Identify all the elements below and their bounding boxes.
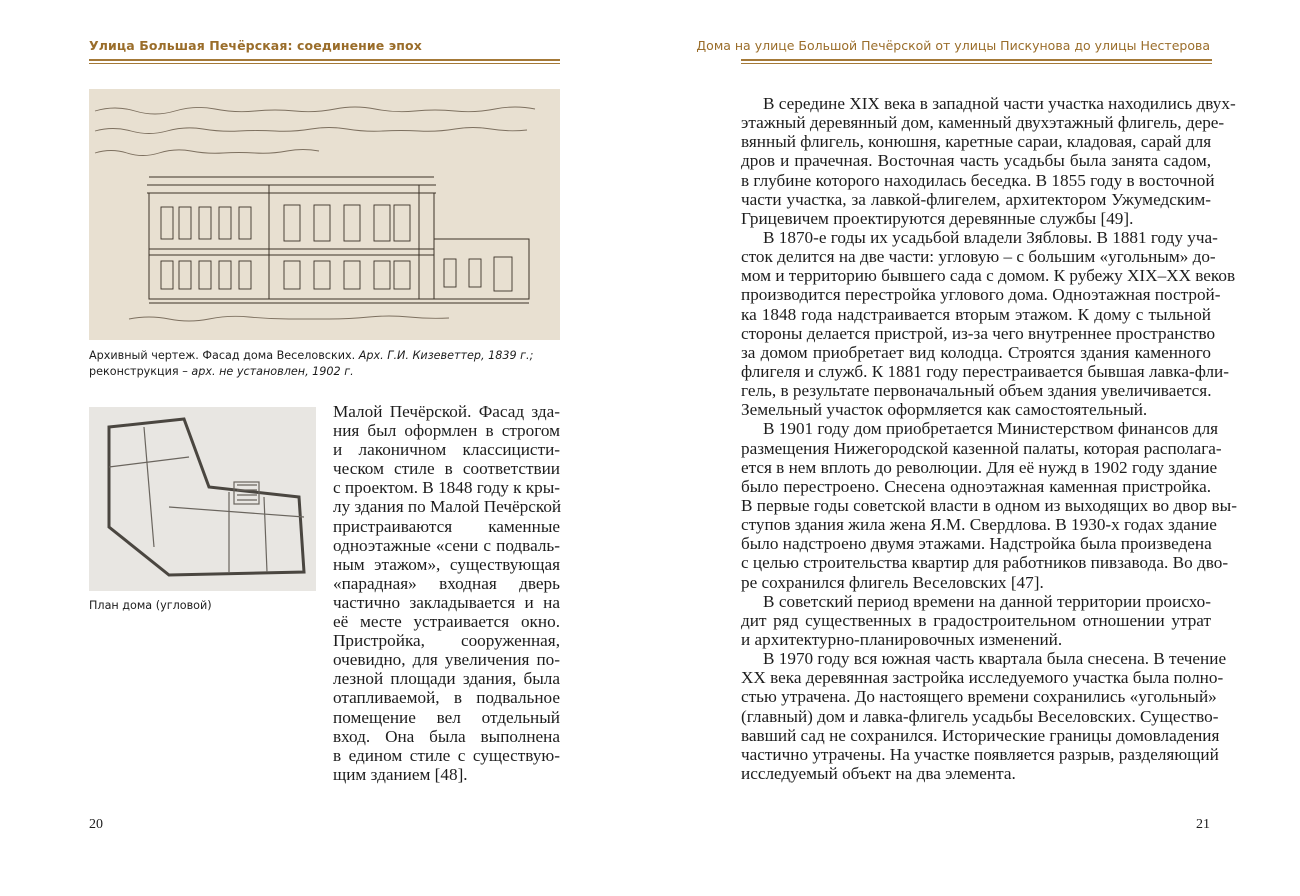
text-line: в едином стиле с существую- [333, 745, 560, 765]
text-line: «парадная» входная дверь [333, 573, 560, 593]
figure-caption-plan: План дома (угловой) [89, 599, 212, 612]
text-line: было перестроено. Снесена одноэтажная каменная пристройка. [741, 476, 1211, 496]
text-line: пристраиваются каменные [333, 516, 560, 536]
text-line: вавший сад не сохранился. Исторические границы домовладения [741, 725, 1220, 745]
text-line: дит ряд существенных в градостроительном отношении утрат [741, 610, 1211, 630]
text-line: лезной площади здания, была [333, 669, 560, 689]
figure-caption-facade: Архивный чертеж. Фасад дома Веселовских. Арх. Г.И. Кизеветтер, 1839 г.; реконструкция – арх. не установлен, 1902 г. [89, 349, 534, 378]
text-line: В 1901 году дом приобретается Министерством финансов для [763, 419, 1219, 439]
text-line: дров и прачечная. Восточная часть усадьбы была занята садом, [741, 151, 1211, 171]
text-line: помещение вел отдельный [333, 707, 560, 727]
page-number-right: 21 [1196, 817, 1210, 832]
text-line: ческом стиле в соответствии [333, 459, 560, 479]
text-line: вход. Она была выполнена [333, 726, 560, 746]
right-body-text [741, 94, 1237, 783]
text-line: частично утрачены. На участке появляется разрыв, разделяющий [741, 744, 1219, 764]
text-line: В середине XIX века в западной части участка находились двух- [763, 94, 1236, 113]
text-line: мом и территорию бывшего сада с домом. К рубежу XIX–XX веков [741, 266, 1236, 286]
floor-plan-image [89, 407, 316, 591]
text-line: вянный флигель, конюшня, каретные сараи, кладовая, сарай для [741, 132, 1212, 152]
header-rule-left [89, 59, 560, 64]
text-line: одноэтажные «сени с подваль- [333, 535, 560, 555]
text-line: очевидно, для увеличения по- [333, 650, 560, 670]
text-line: части участка, за лавкой-флигелем, архитектором Ужумедским- [741, 189, 1211, 209]
text-line: XX века деревянная застройка исследуемого участка была полно- [741, 668, 1224, 688]
running-head-left: Улица Большая Печёрская: соединение эпох [89, 38, 422, 53]
text-line: (главный) дом и лавка-флигель усадьбы Веселовских. Существо- [741, 706, 1219, 726]
text-line: лу здания по Малой Печёрской [333, 497, 562, 517]
text-line: стороны делается пристрой, из-за чего внутреннее пространство [741, 323, 1216, 343]
text-line: отапливаемой, в подвальное [333, 688, 560, 708]
text-line: размещения Нижегородской казенной палаты, которая располага- [741, 438, 1222, 458]
text-line: стью утрачена. До настоящего времени сохранились «угольный» [741, 687, 1217, 707]
text-line: за домом приобретает вид колодца. Строятся здания каменного [741, 342, 1211, 362]
text-line: ния был оформлен в строгом [333, 421, 560, 441]
text-line: гель, в результате первоначальный объем здания увеличивается. [741, 381, 1212, 401]
right-page [650, 0, 1300, 896]
text-line: ется в нем вплоть до революции. Для её нужд в 1902 году здание [741, 457, 1218, 477]
text-line: В советский период времени на данной территории происхо- [763, 591, 1211, 611]
left-column-text [333, 402, 560, 784]
header-rule-right [741, 59, 1212, 64]
text-line: было надстроено двумя этажами. Надстройка была произведена [741, 534, 1212, 554]
text-line: и архитектурно-планировочных изменений. [741, 629, 1063, 649]
text-line: ка 1848 года надстраивается вторым этажом. К дому с тыльной [741, 304, 1211, 324]
text-line: флигеля и служб. К 1881 году перестраивается бывшая лавка-фли- [741, 361, 1229, 381]
text-line: Малой Печёрской. Фасад зда- [333, 402, 560, 421]
text-line: частично закладывается и на [333, 592, 560, 612]
facade-drawing-image [89, 89, 560, 340]
text-line: щим зданием [48]. [333, 764, 468, 784]
text-line: исследуемый объект на два элемента. [741, 763, 1016, 783]
text-line: с целью строительства квартир для работников пивзавода. Во дво- [741, 553, 1229, 573]
text-line: этажный деревянный дом, каменный двухэтажный флигель, дере- [741, 113, 1225, 133]
text-line: её месте устраивается окно. [333, 612, 560, 632]
text-line: производится перестройка углового дома. Одноэтажная построй- [741, 285, 1221, 305]
page-number-left: 20 [89, 817, 103, 832]
text-line: Земельный участок оформляется как самостоятельный. [741, 400, 1148, 420]
text-line: Грицевичем проектируются деревянные службы [49]. [741, 208, 1134, 228]
text-line: В первые годы советской власти в одном из выходящих во двор вы- [741, 495, 1237, 515]
text-line: ступов здания жила жена Я.М. Свердлова. В 1930-х годах здание [741, 515, 1217, 535]
text-line: Пристройка, сооруженная, [333, 631, 560, 651]
text-line: В 1870-е годы их усадьбой владели Зябловы. В 1881 году уча- [763, 227, 1218, 247]
text-line: и лаконичном классицисти- [333, 440, 560, 460]
text-line: в глубине которого находилась беседка. В 1855 году в восточной [741, 170, 1215, 190]
text-line: с проектом. В 1848 году к кры- [333, 478, 560, 498]
text-line: В 1970 году вся южная часть квартала была снесена. В течение [763, 649, 1227, 669]
text-line: ре сохранился флигель Веселовских [47]. [741, 572, 1044, 592]
running-head-right: Дома на улице Большой Печёрской от улицы Пискунова до улицы Нестерова [696, 38, 1210, 53]
text-line: сток делится на две части: угловую – с большим «угольным» до- [741, 247, 1216, 267]
text-line: ным этажом», существующая [333, 554, 560, 574]
